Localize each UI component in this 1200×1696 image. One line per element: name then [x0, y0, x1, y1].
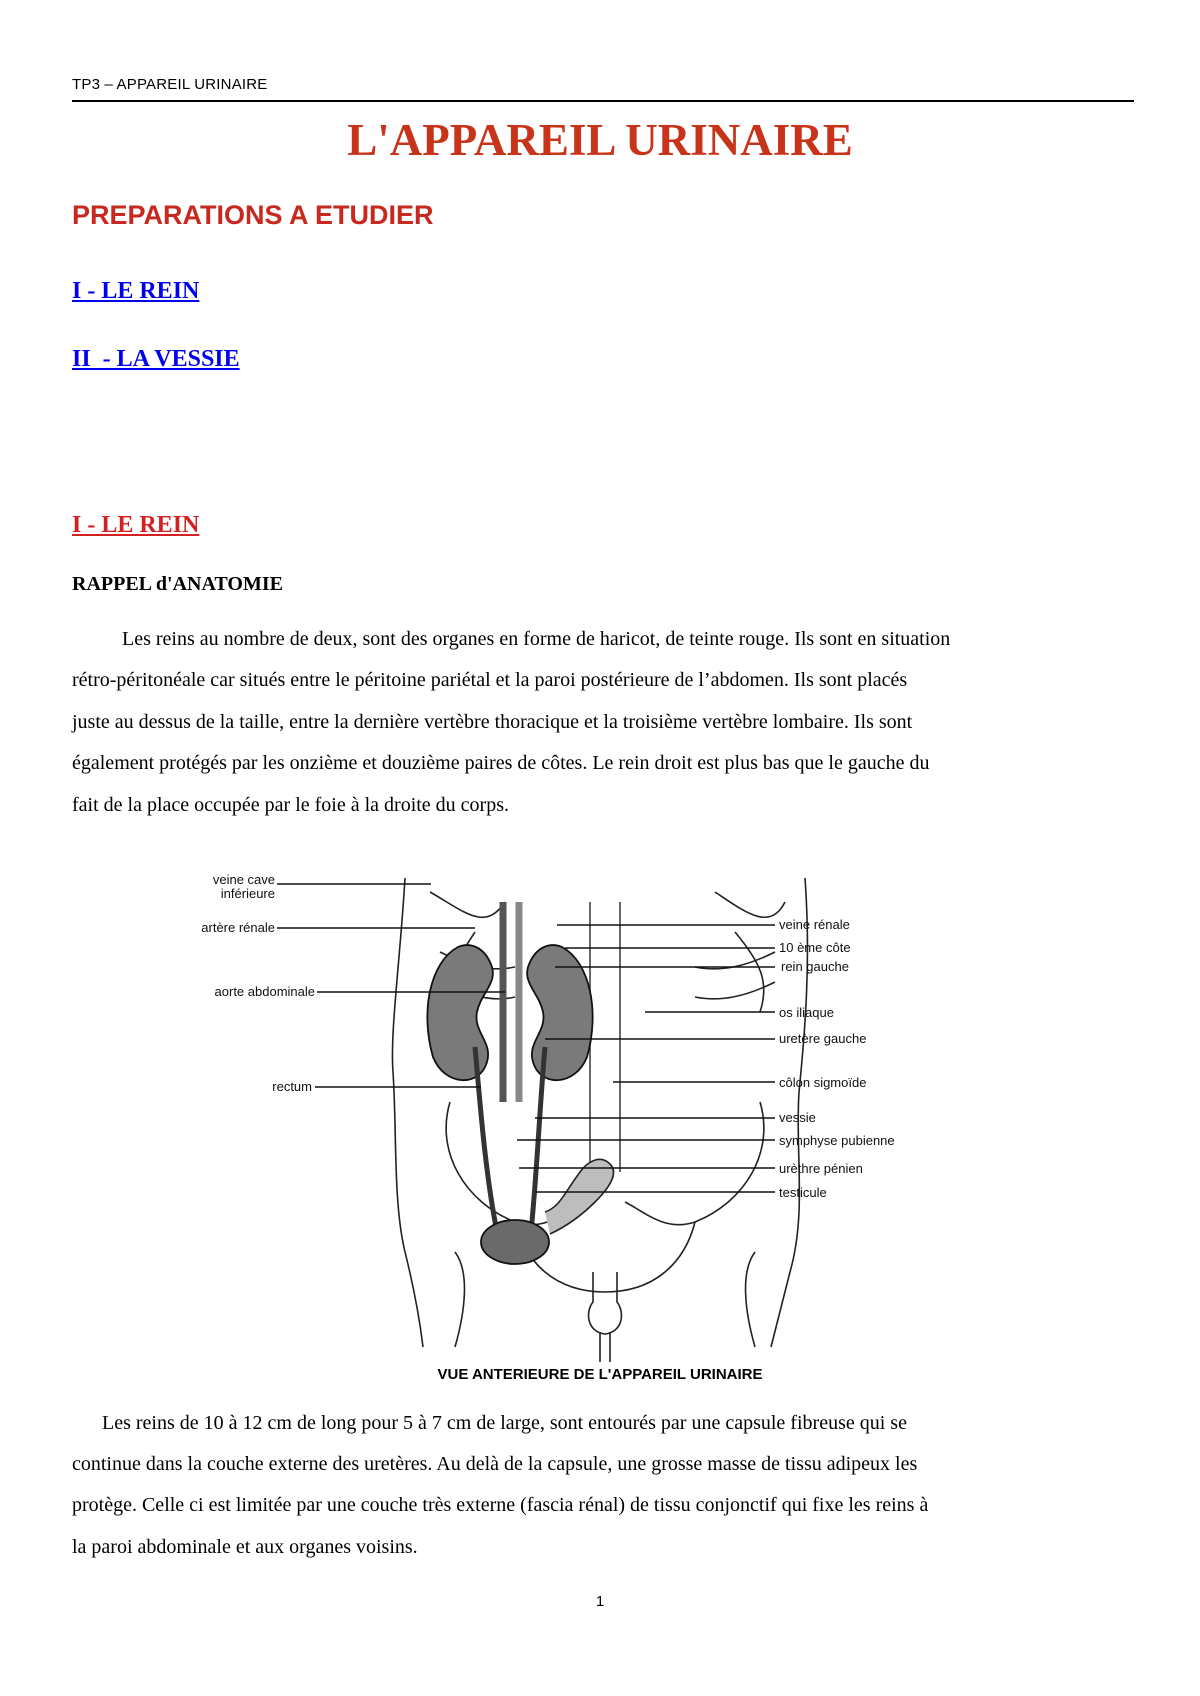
label-aorte-abdominale: aorte abdominale	[214, 984, 315, 999]
paragraph-line: fait de la place occupée par le foie à la droite du corps.	[72, 794, 510, 816]
paragraph-line: rétro-péritonéale car situés entre le péritoine pariétal et la paroi postérieure de l’abdomen. Ils sont placés	[72, 669, 908, 691]
anatomy-subheading: RAPPEL d'ANATOMIE	[72, 573, 283, 595]
torso-left-outline	[392, 878, 423, 1347]
paragraph-line: la paroi abdominale et aux organes voisins.	[72, 1536, 418, 1558]
document-title: L'APPAREIL URINAIRE	[347, 115, 853, 165]
label-vessie: vessie	[779, 1110, 816, 1125]
label-inferieure: inférieure	[220, 886, 275, 901]
paragraph-line: juste au dessus de la taille, entre la dernière vertèbre thoracique et la troisième vertèbre lombaire. Ils sont	[72, 711, 913, 733]
label-symphyse-pubienne: symphyse pubienne	[779, 1133, 895, 1148]
label-rein-gauche: rein gauche	[781, 959, 849, 974]
paragraph-line: continue dans la couche externe des uretères. Au delà de la capsule, une grosse masse de tissu adipeux les	[72, 1453, 918, 1475]
preparations-heading: PREPARATIONS A ETUDIER	[72, 200, 434, 230]
running-header: TP3 – APPAREIL URINAIRE	[72, 76, 268, 93]
label-10eme-cote: 10 ème côte	[779, 940, 851, 955]
paragraph-line: également protégés par les onzième et douzième paires de côtes. Le rein droit est plus bas que le gauche du	[72, 752, 930, 774]
label-veine-renale: veine rénale	[779, 917, 850, 932]
label-artere-renale: artère rénale	[201, 920, 275, 935]
label-veine-cave: veine cave	[212, 872, 275, 887]
label-uretere-gauche: uretère gauche	[779, 1031, 867, 1046]
figure-caption: VUE ANTERIEURE DE L'APPAREIL URINAIRE	[437, 1366, 763, 1383]
label-os-iliaque: os iliaque	[779, 1005, 834, 1020]
bladder	[481, 1220, 549, 1264]
page-number: 1	[595, 1593, 605, 1610]
urethra-outline	[600, 1332, 610, 1362]
urinary-system-figure	[201, 872, 995, 1372]
right-ureter	[475, 1047, 497, 1232]
label-rectum: rectum	[272, 1079, 312, 1094]
femurs	[455, 1252, 755, 1347]
label-testicule: testicule	[779, 1185, 827, 1200]
left-kidney	[527, 945, 593, 1080]
section-heading-le-rein: I - LE REIN	[72, 512, 200, 538]
paragraph-line: Les reins au nombre de deux, sont des organes en forme de haricot, de teinte rouge. Ils sont en situation	[122, 628, 951, 650]
paragraph-line: Les reins de 10 à 12 cm de long pour 5 à 7 cm de large, sont entourés par une capsule fibreuse qui se	[102, 1412, 907, 1434]
header-rule	[72, 100, 1134, 102]
right-kidney	[427, 945, 493, 1080]
toc-link-le-rein[interactable]: I - LE REIN	[72, 278, 200, 304]
paragraph-line: protège. Celle ci est limitée par une couche très externe (fascia rénal) de tissu conjonctif qui fixe les reins à	[72, 1494, 929, 1516]
genital-outline	[589, 1272, 622, 1334]
leader-lines	[277, 884, 775, 1192]
label-urethre-penien: urèthre pénien	[779, 1161, 863, 1176]
sigmoid-colon	[545, 1159, 614, 1234]
spine	[590, 902, 620, 1172]
toc-link-la-vessie[interactable]: II - LA VESSIE	[72, 346, 240, 372]
label-colon-sigmoide: côlon sigmoïde	[779, 1075, 867, 1090]
anatomy-illustration	[201, 872, 995, 1372]
